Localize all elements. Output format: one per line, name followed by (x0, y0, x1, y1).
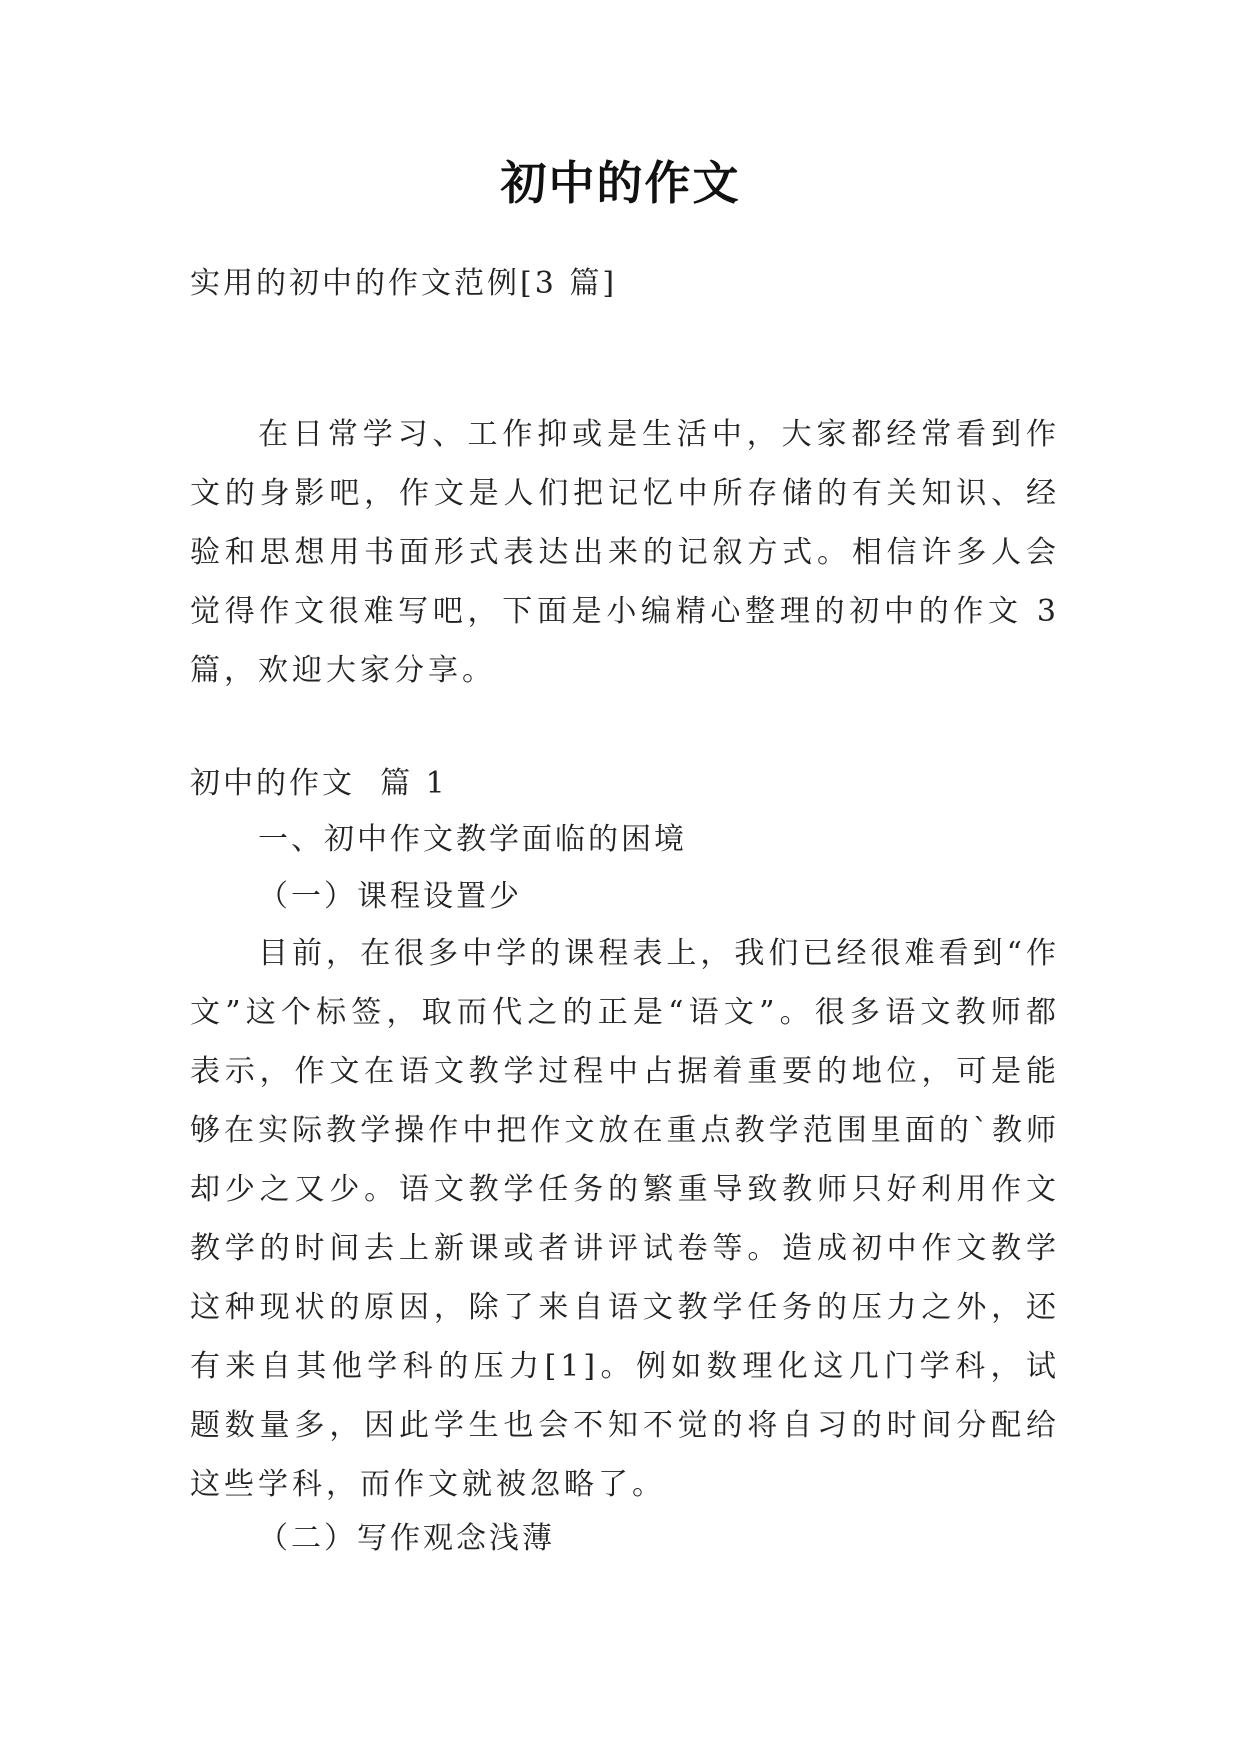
heading-level-1: 一、初中作文教学面临的困境 (258, 822, 687, 857)
document-title: 初中的作文 (500, 156, 741, 210)
heading-writing-concept: （二）写作观念浅薄 (258, 1521, 555, 1556)
section-title: 初中的作文 篇 1 (190, 766, 448, 801)
intro-paragraph: 在日常学习、工作抑或是生活中，大家都经常看到作文的身影吧，作文是人们把记忆中所存储的有关知识、经验和思想用书面形式表达出来的记叙方式。相信许多人会觉得作文很难写吧，下面是小编精心整理的初中的作文 3 篇，欢迎大家分享。 (190, 417, 1060, 688)
heading-course-setting: （一）课程设置少 (258, 879, 522, 914)
body-paragraph: 目前，在很多中学的课程表上，我们已经很难看到“作文”这个标签，取而代之的正是“语文”。很多语文教师都表示，作文在语文教学过程中占据着重要的地位，可是能够在实际教学操作中把作文放在重点教学范围里面的`教师却少之又少。语文教学任务的繁重导致教师只好利用作文教学的时间去上新课或者讲评试卷等。造成初中作文教学这种现状的原因，除了来自语文教学任务的压力之外，还有来自其他学科的压力[1]。例如数理化这几门学科，试题数量多，因此学生也会不知不觉的将自习的时间分配给这些学科，而作文就被忽略了。 (190, 936, 1060, 1502)
document-subtitle: 实用的初中的作文范例[3 篇] (190, 266, 618, 301)
